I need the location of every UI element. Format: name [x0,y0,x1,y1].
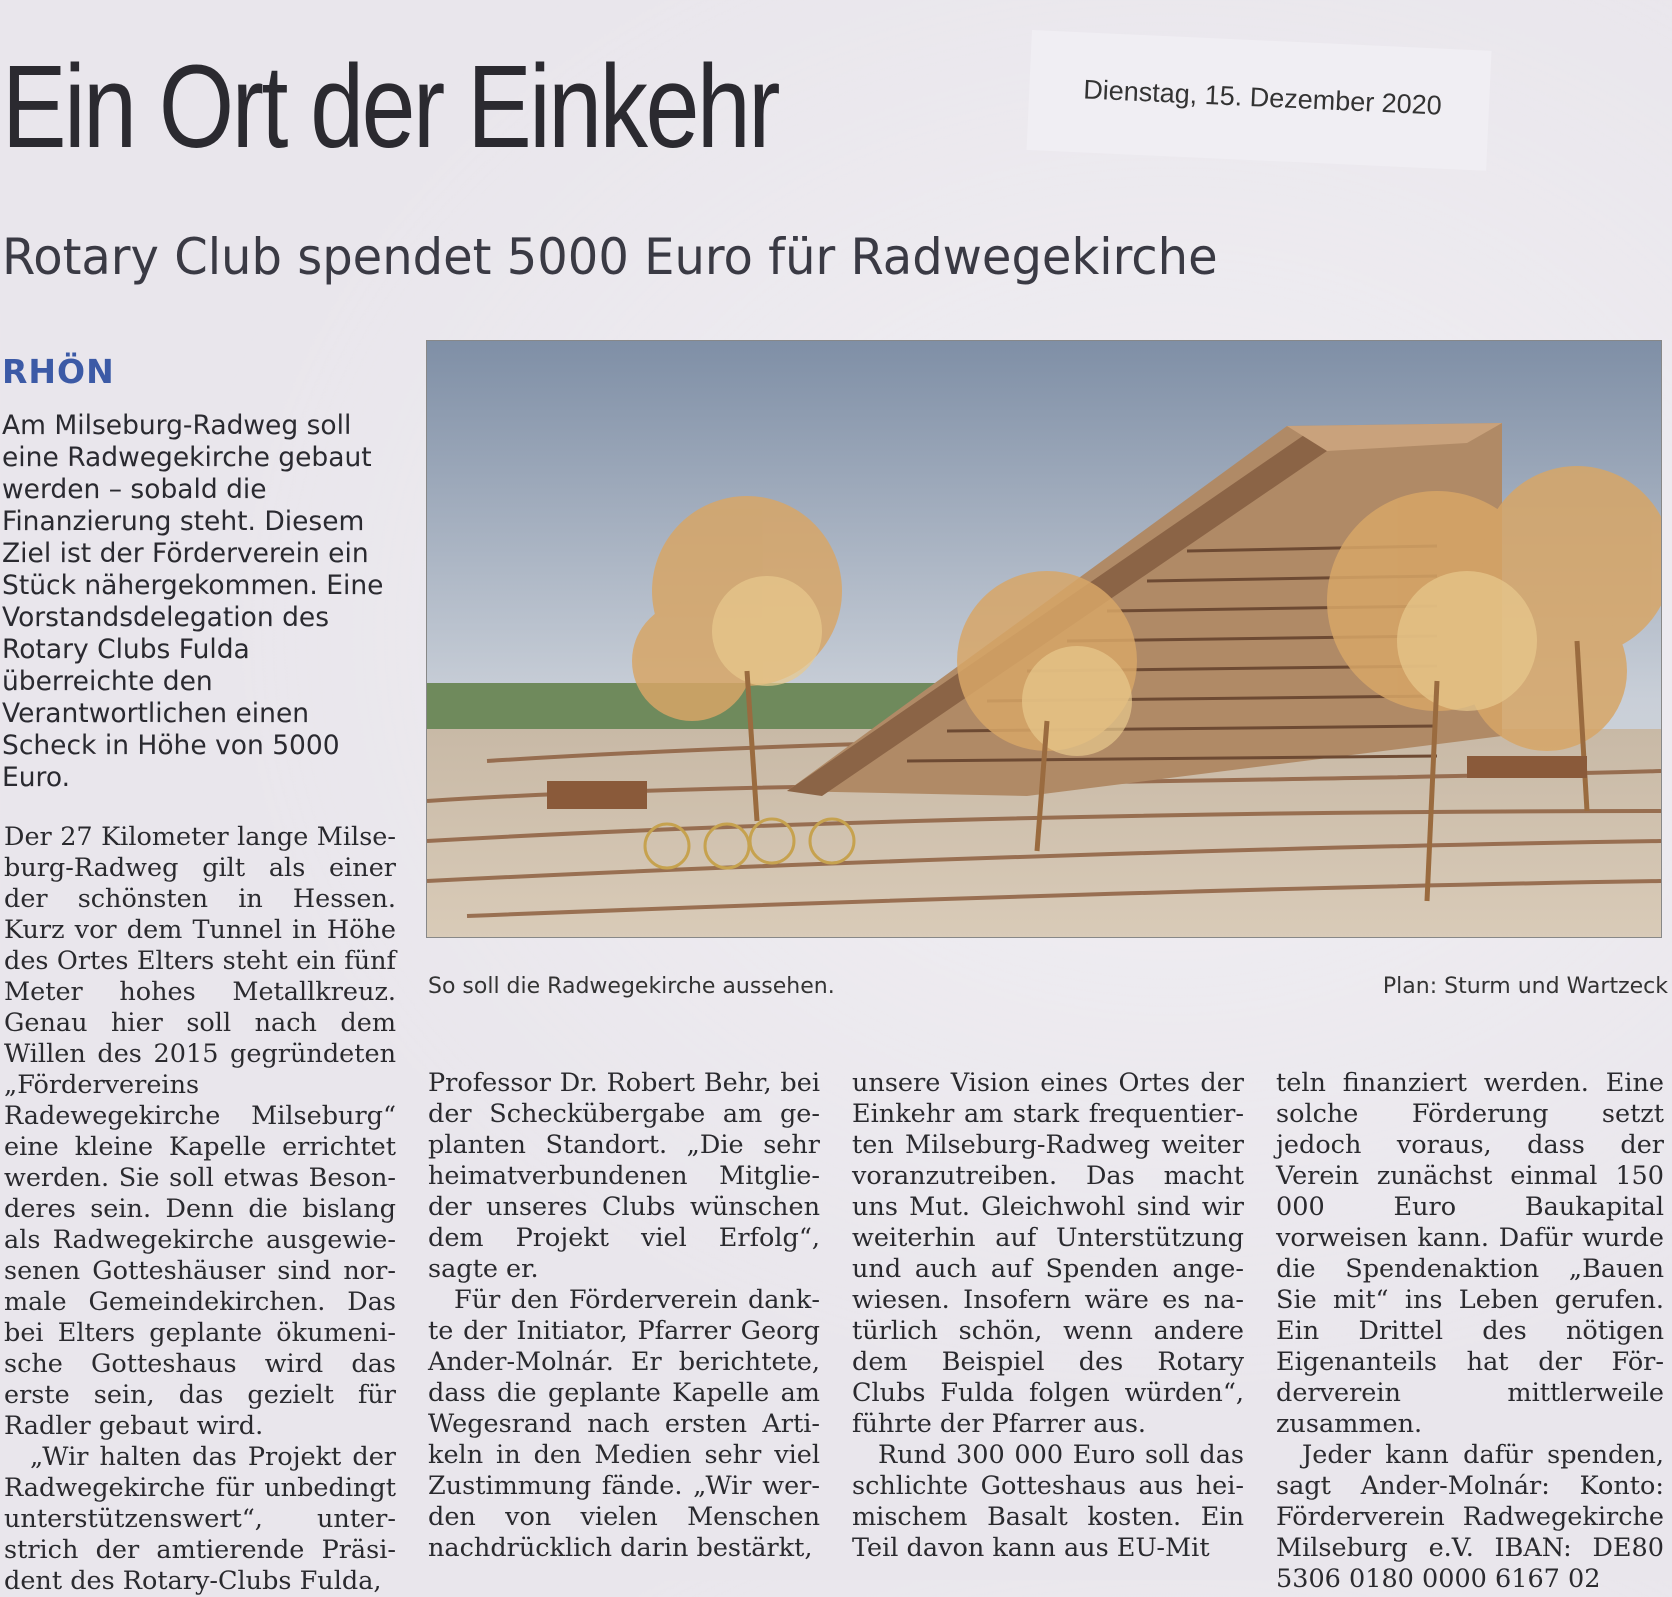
article-column-3 [852,1068,1244,1564]
location-kicker: RHÖN [2,352,115,391]
body-paragraph: „Wir halten das Projekt der Radwegekirche für unbedingt unterstützenswert“, unterstrich der amtierende Präsident des Rotary-Clubs Fulda, [4,1442,396,1596]
body-paragraph: Jeder kann dafür spenden, sagt Ander-Molnár: Konto: Förderverein Radwegekirche Milseburg e.V. IBAN: DE80 5306 0180 0000 6167 02 [1276,1440,1664,1594]
date-clipping [1027,30,1492,171]
body-paragraph: Für den Förderverein dankte der Initiator, Pfarrer Georg Ander-Molnár. Er berichtete, dass die geplante Kapelle am Wegesrand nach ersten Artikeln in den Medien sehr viel Zustimmung fände. „Wir werden von vielen Menschen nachdrücklich darin bestärkt, [428,1285,820,1563]
chapel-rendering-illustration [427,341,1662,938]
subheadline: Rotary Club spendet 5000 Euro für Radwegekirche [2,228,1218,286]
body-paragraph: teln finanziert werden. Eine solche Förderung setzt jedoch voraus, dass der Verein zunächst einmal 150 000 Euro Baukapital vorweisen kann. Dafür wurde die Spendenaktion „Bauen Sie mit“ ins Leben gerufen. Ein Drittel des nötigen Eigenanteils hat der Förderverein mittlerweile zusammen. [1276,1068,1664,1439]
chapel-rendering-photo [426,340,1662,938]
photo-credit: Plan: Sturm und Wartzeck [1382,974,1668,999]
article-column-4 [1276,1068,1664,1595]
body-paragraph: Rund 300 000 Euro soll das schlichte Gotteshaus aus heimischem Basalt kosten. Ein Teil davon kann aus EU-Mit [852,1440,1244,1563]
photo-caption: So soll die Radwegekirche aussehen. [428,974,835,999]
body-paragraph: Professor Dr. Robert Behr, bei der Scheckübergabe am geplanten Standort. „Die sehr heimatverbundenen Mitglieder unseres Clubs wünschen dem Projekt viel Erfolg“, sagte er. [428,1068,820,1284]
body-paragraph: unsere Vision eines Ortes der Einkehr am stark frequentierten Milseburg-Radweg weiter voranzutreiben. Das macht uns Mut. Gleichwohl sind wir weiterhin auf Unterstützung und auch auf Spenden angewiesen. Insofern wäre es natürlich schön, wenn andere dem Beispiel des Rotary Clubs Fulda folgen würden“, führte der Pfarrer aus. [852,1068,1244,1439]
publication-date: Dienstag, 15. Dezember 2020 [1082,74,1443,121]
article-column-2 [428,1068,820,1564]
article-column-1 [4,822,396,1597]
headline: Ein Ort der Einkehr [2,41,779,173]
body-paragraph: Der 27 Kilometer lange Milseburg-Radweg gilt als einer der schönsten in Hessen. Kurz vor dem Tunnel in Höhe des Ortes Elters steht ein fünf Meter hohes Metallkreuz. Genau hier soll nach dem Willen des 2015 gegründeten „Fördervereins Radewegekirche Milseburg“ eine kleine Kapelle errichtet werden. Sie soll etwas Besonderes sein. Denn die bislang als Radwegekirche ausgewiesenen Gotteshäuser sind normale Gemeindekirchen. Das bei Elters geplante ökumenische Gotteshaus wird das erste sein, das gezielt für Radler gebaut wird. [4,822,396,1441]
lead-paragraph: Am Milseburg-Radweg soll eine Radwegekirche gebaut werden – sobald die Finanzierung steht. Diesem Ziel ist der Förderverein ein Stück nähergekommen. Eine Vorstandsdelegation des Rotary Clubs Fulda überreichte den Verantwortlichen einen Scheck in Höhe von 5000 Euro. [2,410,384,793]
